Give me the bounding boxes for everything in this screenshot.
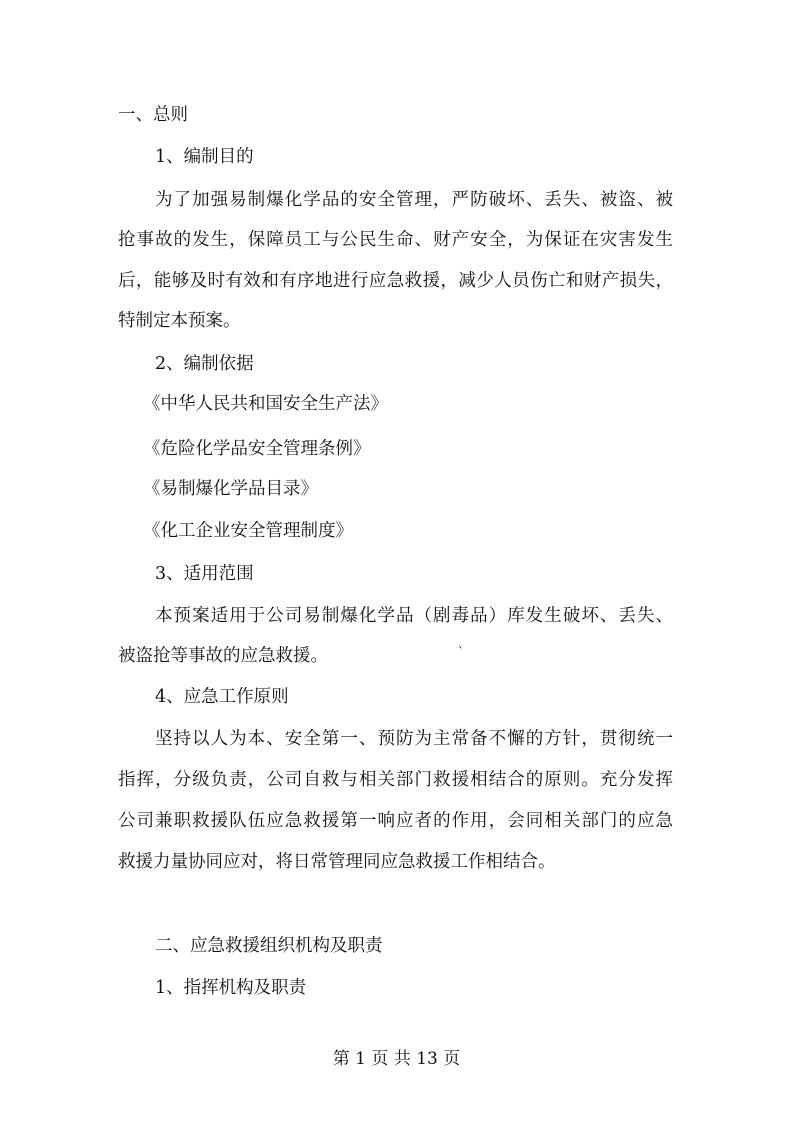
- subsection-heading: 1、编制目的: [155, 147, 254, 167]
- paragraph-line: 为了加强易制爆化学品的安全管理，严防破坏、丢失、被盗、被: [155, 190, 673, 210]
- subsection-heading: 3、适用范围: [155, 564, 254, 584]
- page-footer: 第 1 页 共 13 页: [332, 1049, 461, 1069]
- reference-item: 《危险化学品安全管理条例》: [143, 439, 371, 459]
- reference-item: 《易制爆化学品目录》: [143, 479, 318, 499]
- paragraph-line: 救援力量协同应对，将日常管理同应急救援工作相结合。: [118, 852, 556, 872]
- paragraph-line: 抢事故的发生，保障员工与公民生命、财产安全，为保证在灾害发生: [118, 230, 673, 250]
- section-heading: 二、应急救援组织机构及职责: [155, 936, 383, 956]
- paragraph-line: 公司兼职救援队伍应急救援第一响应者的作用，会同相关部门的应急: [118, 811, 673, 831]
- subsection-heading: 2、编制依据: [155, 354, 254, 374]
- paragraph-line: 特制定本预案。: [118, 311, 241, 331]
- stray-mark: `: [458, 645, 464, 659]
- section-heading: 一、总则: [118, 105, 188, 125]
- paragraph-line: 指挥，分级负责，公司自救与相关部门救援相结合的原则。充分发挥: [118, 770, 673, 790]
- reference-item: 《中华人民共和国安全生产法》: [143, 394, 388, 414]
- subsection-heading: 4、应急工作原则: [155, 687, 289, 707]
- paragraph-line: 坚持以人为本、安全第一、预防为主常备不懈的方针，贯彻统一: [155, 729, 673, 749]
- reference-item: 《化工企业安全管理制度》: [143, 521, 353, 541]
- paragraph-line: 本预案适用于公司易制爆化学品（剧毒品）库发生破坏、丢失、: [155, 606, 673, 626]
- paragraph-line: 后，能够及时有效和有序地进行应急救援，减少人员伤亡和财产损失，: [118, 271, 673, 291]
- paragraph-line: 被盗抢等事故的应急救援。: [118, 646, 328, 666]
- subsection-heading: 1、指挥机构及职责: [155, 978, 307, 998]
